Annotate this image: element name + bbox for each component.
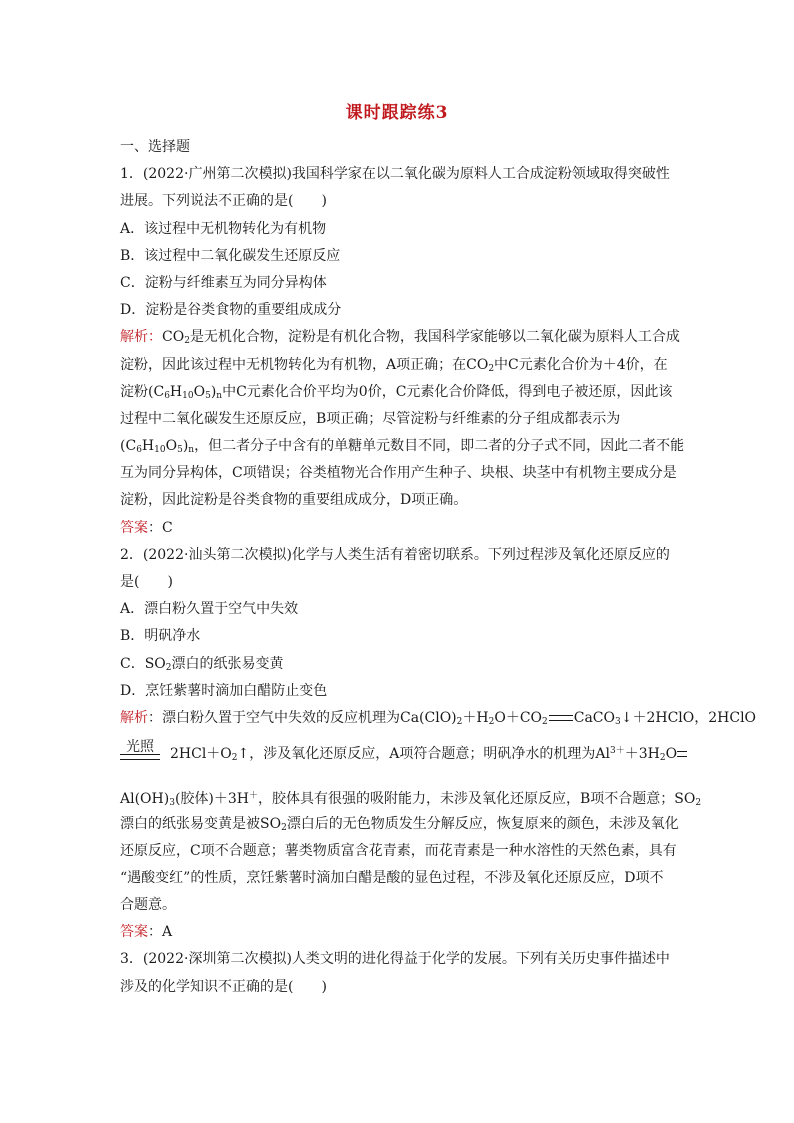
section-heading: 一、选择题 [120,139,190,155]
analysis-label: 解析 [120,709,148,726]
page-title: 课时跟踪练3 [345,103,449,123]
q2-analysis-line7: 合题意。 [120,897,176,914]
document-body [120,134,757,1001]
reaction-condition: 光照 [120,744,160,764]
q2-option-a: A．漂白粉久置于空气中失效 [120,601,299,618]
q3-stem-line2: 涉及的化学知识不正确的是( ) [120,978,327,995]
q2-answer: 答案：A [120,924,173,941]
q1-analysis-line6: 互为同分异构体，C项错误；谷类植物光合作用产生种子、块根、块茎中有机物主要成分是 [120,465,677,482]
q1-stem-line2: 进展。下列说法不正确的是( ) [120,193,327,210]
q1-answer: 答案：C [120,519,173,536]
equals-sign-icon [120,754,160,760]
answer-label: 答案 [120,519,148,536]
q1-analysis-line7: 淀粉，因此淀粉是谷类食物的重要组成成分，D项正确。 [120,492,468,509]
equals-sign-icon [549,715,573,721]
q1-analysis-line1: 解析：$CO_2$是无机化合物，淀粉是有机化合物，我国科学家能够以二氧化碳为原料人工合成 [120,329,680,347]
q2-analysis-line1: 解析：漂白粉久置于空气中失效的反应机理为$Ca(ClO)_2+H_2O+CO_2$ CaCO$_3$↓＋2HClO，2HClO [120,709,757,727]
q2-option-c: C．$SO_2$漂白的纸张易变黄 [120,655,284,673]
q1-option-a: A．该过程中无机物转化为有机物 [120,220,327,237]
q1-analysis-line4: 过程中二氧化碳发生还原反应，B项正确；尽管淀粉与纤维素的分子组成都表示为 [120,410,621,427]
q2-option-d: D．烹饪紫薯时滴加白醋防止变色 [120,682,328,699]
q2-option-b: B．明矾净水 [120,628,201,645]
q1-option-b: B．该过程中二氧化碳发生还原反应 [120,247,341,264]
q3-stem-line1: 3．(2022·深圳第二次模拟)人类文明的进化得益于化学的发展。下列有关历史事件描述中 [120,951,670,968]
q2-stem-line2: 是( ) [120,574,173,590]
q2-stem-line1: 2．(2022·汕头第二次模拟)化学与人类生活有着密切联系。下列过程涉及氧化还原反应的 [120,546,670,563]
q1-stem-line1: 1．(2022·广州第二次模拟)我国科学家在以二氧化碳为原料人工合成淀粉领域取得突破性 [120,166,670,183]
q1-option-c: C．淀粉与纤维素互为同分异构体 [120,274,327,291]
q1-analysis-line5: $(C_6H_{10}O_5)_n$，但二者分子中含有的单糖单元数目不同，即二者的分子式不同，因此二者不能 [120,438,685,456]
q2-analysis-line5: 还原反应，C项不合题意；薯类物质富含花青素，而花青素是一种水溶性的天然色素，具有 [120,842,677,859]
q2-analysis-line4: 漂白的纸张易变黄是被$SO_2$漂白后的无色物质发生分解反应，恢复原来的颜色，未涉及氧化 [120,815,679,833]
q1-analysis-line3: 淀粉$(C_6H_{10}O_5)_n$中C元素化合价平均为0价，C元素化合价降低，得到电子被还原，因此该 [120,383,673,401]
q1-analysis-line2: 淀粉，因此该过程中无机物转化为有机物，A项正确；在$CO_2$中C元素化合价为＋4价，在 [120,356,668,374]
q1-option-d: D．淀粉是谷类食物的重要组成成分 [120,302,342,319]
q2-analysis-line6: “遇酸变红”的性质，烹饪紫薯时滴加白醋是酸的显色过程，不涉及氧化还原反应，D项不 [120,869,664,886]
q2-analysis-line2: 光照 $2HCl+O_2↑$，涉及氧化还原反应，A项符合题意；明矾净水的机理为$Al^{3+}+3H_2O$ [120,738,676,765]
reversible-arrow-icon [677,751,687,757]
q2-analysis-line3: $Al(OH)_3$(胶体)＋3H＋，胶体具有很强的吸附能力，未涉及氧化还原反应，B项不合题意；$SO_2$ [120,791,702,809]
answer-label: 答案 [120,924,148,941]
analysis-label: 解析 [120,329,148,346]
